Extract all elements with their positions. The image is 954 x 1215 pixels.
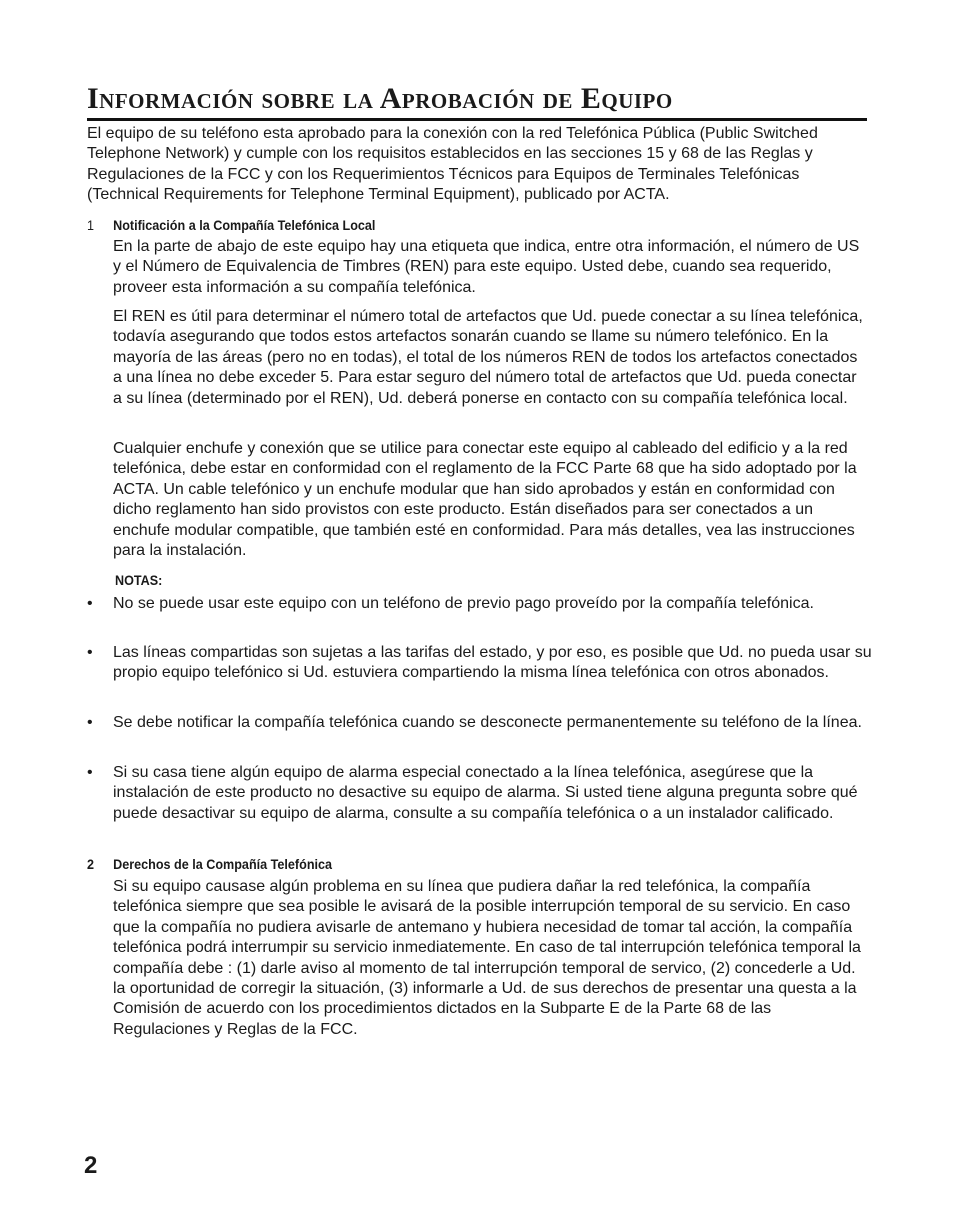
note-text: Las líneas compartidas son sujetas a las tarifas del estado, y por eso, es posible que Ud. no pueda usar su propio equipo telefónico si Ud. estuviera compartiendo la misma línea telefónica con otros abonados. (113, 644, 872, 682)
note-text: Se debe notificar la compañía telefónica cuando se desconecte permanentemente su teléfono de la línea. (113, 714, 862, 731)
note-text: Si su casa tiene algún equipo de alarma especial conectado a la línea telefónica, asegúrese que la instalación de este producto no desactive su equipo de alarma. Si usted tiene alguna pregunta sobre qué puede desactivar su equipo de alarma, consulte a su compañía telefónica o a un instalador calificado. (113, 764, 858, 822)
note-item (87, 643, 872, 684)
section-1-number: 1 (87, 217, 95, 233)
page-title: Información sobre la Aprobación de Equipo (87, 82, 673, 115)
section-1-paragraph-1: En la parte de abajo de este equipo hay una etiqueta que indica, entre otra información, el número de US y el Número de Equivalencia de Timbres (REN) para este equipo. Usted debe, cuando sea requerido, proveer esta información a su compañía telefónica. (113, 238, 860, 296)
section-2-paragraph: Si su equipo causase algún problema en su línea que pudiera dañar la red telefónica, la compañía telefónica siempre que sea posible le avisará de la posible interrupción temporal de su servicio. En caso que la compañía no pudiera avisarle de antemano y hubiera necesidad de tomar tal acción, la compañía telefónica podrá interrumpir su servicio inmediatemente. En caso de tal interrupción telefónica temporal la compañía debe : (1) darle aviso al momento de tal interrupción temporal de servico, (2) concederle a Ud. la oportunidad de corregir la situación, (3) informarle a Ud. de sus derechos de presentar una questa a la Comisión de acuerdo con los procedimientos dictados en la Subparte E de la Parte 68 de las Regulaciones y Reglas de la FCC. (113, 878, 861, 1038)
page-number: 2 (84, 1152, 98, 1179)
intro-paragraph: El equipo de su teléfono esta aprobado para la conexión con la red Telefónica Pública (Public Switched Telephone Network) y cumple con los requisitos establecidos en las secciones 15 y 68 de las Reglas y Regulaciones de la FCC y con los Requerimientos Técnicos para Equipos de Terminales Telefónicas (Technical Requirements for Telephone Terminal Equipment), publicado por ACTA. (87, 125, 818, 204)
bullet-icon: • (87, 644, 93, 661)
note-item (87, 594, 872, 614)
section-1-heading (87, 216, 375, 234)
section-2-number: 2 (87, 856, 95, 872)
note-item (87, 763, 872, 824)
section-1-paragraph-3: Cualquier enchufe y conexión que se utilice para conectar este equipo al cableado del edificio y a la red telefónica, debe estar en conformidad con el reglamento de la FCC Parte 68 que ha sido adoptado por la ACTA. Un cable telefónico y un enchufe modular que han sido aprobados y están en conformidad con dicho reglamento han sido provistos con este producto. Están diseñados para ser conectados a un enchufe modular compatible, que también esté en conformidad. Para más detalles, vea las instrucciones para la instalación. (113, 440, 857, 560)
bullet-icon: • (87, 595, 93, 612)
section-2-heading (87, 855, 332, 873)
title-rule (87, 118, 867, 121)
note-item (87, 713, 872, 733)
section-1-title: Notificación a la Compañía Telefónica Local (113, 217, 376, 233)
bullet-icon: • (87, 714, 93, 731)
note-text: No se puede usar este equipo con un teléfono de previo pago proveído por la compañía telefónica. (113, 595, 814, 612)
bullet-icon: • (87, 764, 93, 781)
section-2-title: Derechos de la Compañía Telefónica (113, 856, 333, 872)
section-1-paragraph-2: El REN es útil para determinar el número total de artefactos que Ud. puede conectar a su línea telefónica, todavía asegurando que todos estos artefactos sonarán cuando se llame su número telefónico. En la mayoría de las áreas (pero no en todas), el total de los números REN de todos los artefactos conectados a una línea no debe exceder 5. Para estar seguro del número total de artefactos que Ud. pueda conectar a su línea (determinado por el REN), Ud. deberá ponerse en contacto con su compañía telefónica local. (113, 308, 863, 407)
notes-label: NOTAS: (115, 572, 163, 588)
